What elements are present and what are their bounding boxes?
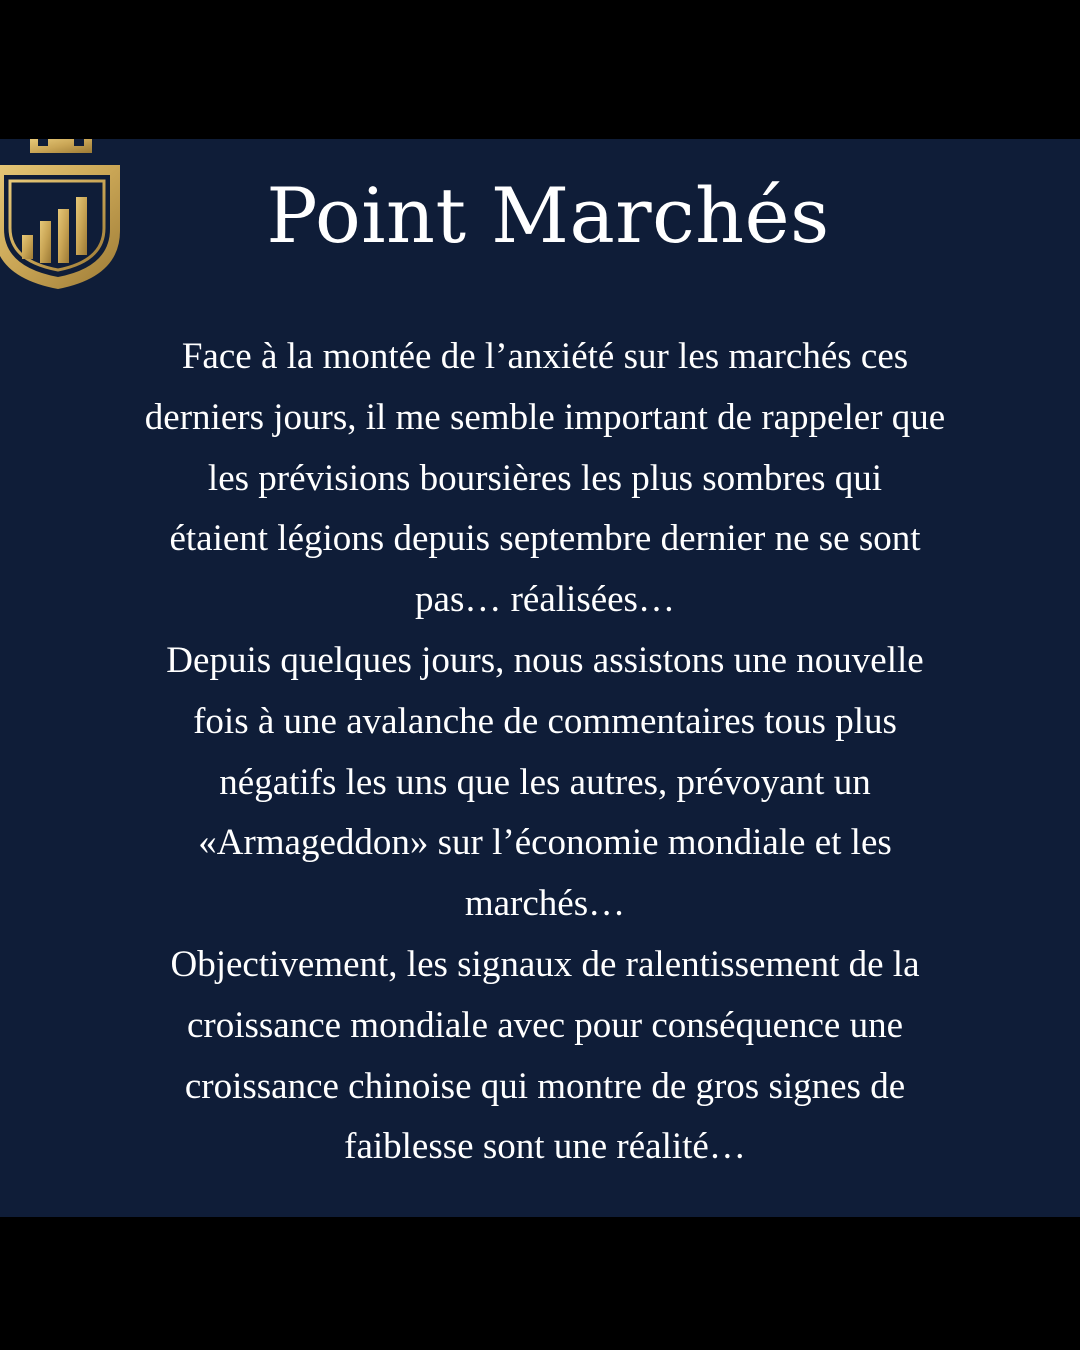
body-line: «Armageddon» sur l’économie mondiale et les — [198, 822, 892, 864]
body-line: les prévisions boursières les plus sombres qui — [207, 457, 883, 499]
post-card — [0, 139, 1080, 1217]
page-title: Point Marchés — [266, 171, 830, 260]
body-line: pas… réalisées… — [415, 579, 675, 621]
body-line: faiblesse sont une réalité… — [344, 1126, 746, 1168]
body-line: marchés… — [464, 883, 626, 925]
post-body — [50, 327, 1040, 1178]
body-line: croissance mondiale avec pour conséquence une — [186, 1004, 904, 1046]
body-line: négatifs les uns que les autres, prévoyant un — [219, 761, 871, 803]
body-line: Objectivement, les signaux de ralentissement de la — [170, 943, 920, 985]
body-line: Depuis quelques jours, nous assistons une nouvelle — [166, 639, 924, 681]
body-line: croissance chinoise qui montre de gros signes de — [184, 1065, 906, 1107]
body-line: derniers jours, il me semble important de rappeler que — [144, 396, 946, 438]
body-line: étaient légions depuis septembre dernier ne se sont — [169, 518, 921, 560]
body-line: Face à la montée de l’anxiété sur les marchés ces — [181, 336, 909, 377]
body-line: fois à une avalanche de commentaires tous plus — [193, 700, 897, 742]
